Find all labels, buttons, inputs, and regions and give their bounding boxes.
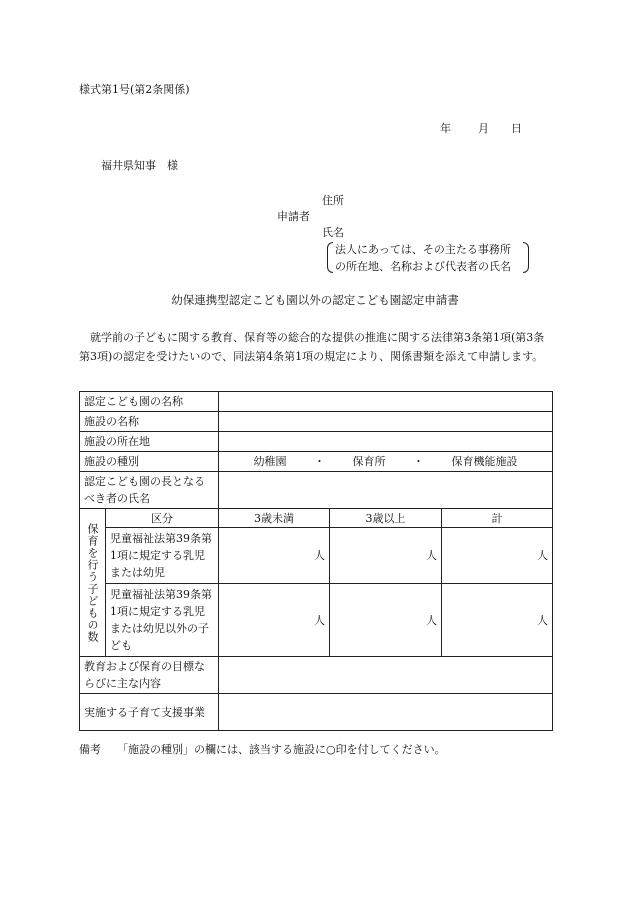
row-label-type: 施設の種別	[80, 452, 219, 472]
field-facility-name-value[interactable]	[219, 412, 553, 432]
corporation-note-line2: の所在地、名称および代表者の氏名	[335, 260, 511, 273]
name-label: 氏名	[322, 226, 344, 239]
table-row	[80, 584, 553, 657]
application-table	[79, 391, 553, 731]
child1-total-value[interactable]	[442, 528, 553, 584]
unit-label: 人	[537, 549, 548, 562]
table-header-row	[80, 509, 553, 528]
left-parenthesis	[327, 242, 333, 273]
corporation-note-line1: 法人にあっては、その主たる事務所	[335, 243, 511, 256]
unit-label: 人	[314, 549, 325, 562]
table-row	[80, 432, 553, 452]
date-day-label: 日	[511, 122, 522, 135]
unit-label: 人	[426, 549, 437, 562]
child1-over3-value[interactable]	[330, 528, 442, 584]
corporation-note	[335, 241, 511, 275]
row-label-support: 実施する子育て支援事業	[80, 694, 219, 731]
remarks-text: 「施設の種別」の欄には、該当する施設に○印を付してください。	[117, 743, 446, 756]
unit-label: 人	[426, 613, 437, 627]
child1-under3-value[interactable]	[219, 528, 330, 584]
date-line	[440, 120, 522, 136]
address-label: 住所	[322, 194, 344, 207]
remarks-label: 備考	[79, 743, 101, 756]
addressee: 福井県知事 様	[101, 159, 178, 172]
type-childcare-function[interactable]: 保育機能施設	[451, 455, 518, 468]
header-under3: 3歳未満	[219, 509, 330, 528]
facility-type-options[interactable]	[219, 452, 553, 472]
table-row	[80, 472, 553, 509]
document-title: 幼保連携型認定こども園以外の認定こども園認定申請書	[171, 293, 459, 307]
applicant-label: 申請者	[277, 210, 310, 223]
table-row	[80, 452, 553, 472]
header-over3: 3歳以上	[330, 509, 442, 528]
unit-label: 人	[537, 613, 548, 627]
field-goals-value[interactable]	[219, 657, 553, 694]
row-label-goals: 教育および保育の目標ならびに主な内容	[80, 657, 219, 694]
form-number: 様式第1号(第2条関係)	[79, 83, 190, 96]
body-text: 就学前の子どもに関する教育、保育等の総合的な提供の推進に関する法律第3条第1項(第3条第3項)の認定を受けたいので、同法第4条第1項の規定により、関係書類を添えて申請します。	[79, 331, 545, 363]
field-location-value[interactable]	[219, 432, 553, 452]
field-head-value[interactable]	[219, 472, 553, 509]
child2-total-value[interactable]	[442, 584, 553, 657]
child2-under3-value[interactable]	[219, 584, 330, 657]
child2-over3-value[interactable]	[330, 584, 442, 657]
right-parenthesis	[523, 242, 529, 273]
unit-label: 人	[314, 613, 325, 627]
header-category: 区分	[106, 509, 219, 528]
type-separator: ・	[413, 455, 424, 468]
row-label-head: 認定こども園の長となるべき者の氏名	[80, 472, 219, 509]
field-name-value[interactable]	[219, 392, 553, 412]
date-month-label: 月	[478, 122, 489, 135]
date-year-label: 年	[440, 122, 451, 135]
table-row	[80, 528, 553, 584]
header-total: 計	[442, 509, 553, 528]
table-row	[80, 412, 553, 432]
table-row	[80, 694, 553, 731]
children-count-label: 保育を行う子どもの数	[86, 522, 99, 643]
remarks	[79, 741, 446, 757]
type-kindergarten[interactable]: 幼稚園	[253, 455, 287, 468]
table-row	[80, 392, 553, 412]
row-label-child1: 児童福祉法第39条第1項に規定する乳児または幼児	[106, 528, 219, 584]
row-label-location: 施設の所在地	[80, 432, 219, 452]
type-nursery[interactable]: 保育所	[352, 455, 386, 468]
row-label-name: 認定こども園の名称	[80, 392, 219, 412]
field-support-value[interactable]	[219, 694, 553, 731]
type-separator: ・	[314, 455, 325, 468]
children-count-label-cell	[80, 509, 106, 657]
row-label-facility-name: 施設の名称	[80, 412, 219, 432]
row-label-child2: 児童福祉法第39条第1項に規定する乳児または幼児以外の子ども	[106, 584, 219, 657]
table-row	[80, 657, 553, 694]
